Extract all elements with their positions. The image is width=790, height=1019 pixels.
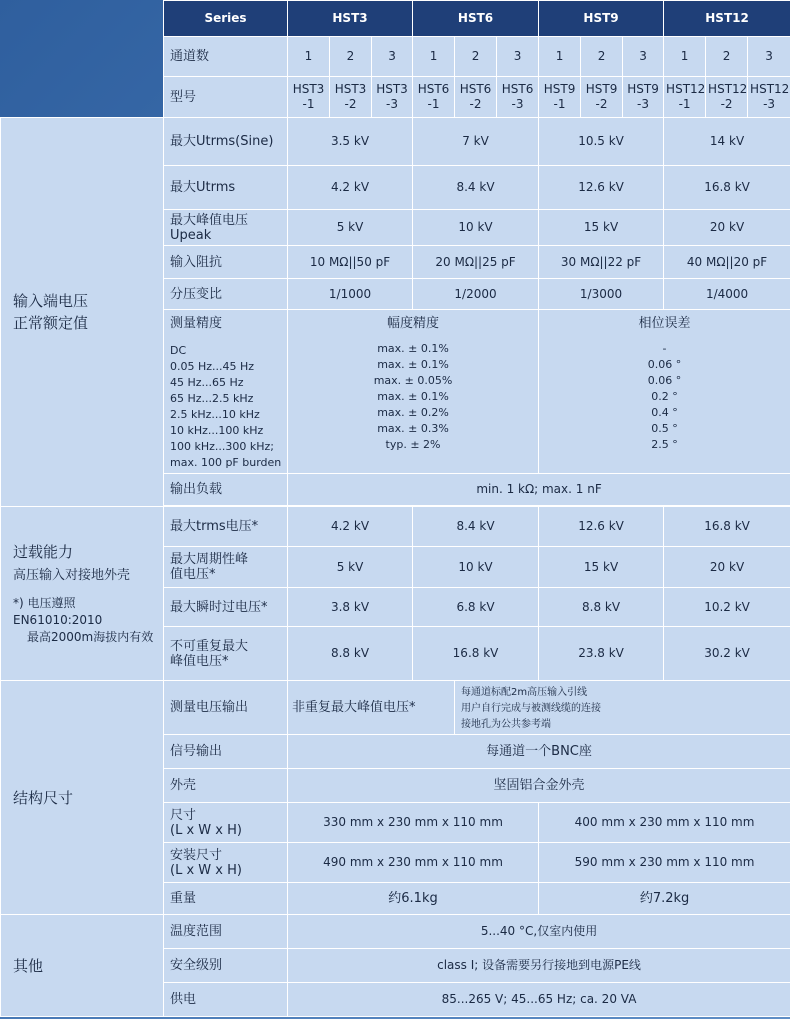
amplitude-head: 幅度精度: [387, 316, 440, 331]
upeak-value: 10 kV: [413, 210, 539, 246]
burden-value: min. 1 kΩ; max. 1 nF: [288, 474, 790, 506]
meas-out-note-1: 每通道标配2m高压输入引线: [461, 686, 588, 698]
meas-out-note-2: 用户自行完成与被测线缆的连接: [461, 702, 602, 714]
mount-label: [164, 843, 288, 883]
channel-cell: 3: [748, 37, 790, 77]
amp-item: max. ± 0.2%: [377, 406, 449, 419]
ratio-label: 分压变比: [164, 279, 288, 310]
power-value: 85...265 V; 45...65 Hz; ca. 20 VA: [288, 983, 790, 1017]
burden-label: 输出负载: [164, 474, 288, 506]
freq-item: max. 100 pF burden: [170, 456, 282, 469]
channel-cell: 1: [413, 37, 455, 77]
model-cell: HST3 -2: [330, 77, 372, 118]
channel-cell: 1: [664, 37, 706, 77]
amp-item: max. ± 0.3%: [377, 422, 449, 435]
size-label-2: (L x W x H): [170, 822, 242, 838]
amp-item: max. ± 0.1%: [377, 342, 449, 355]
series-hst6: HST6: [413, 1, 539, 37]
model-label: 型号: [164, 77, 288, 118]
group-overload: [1, 507, 164, 681]
nonrep-label-2: 峰值电压*: [170, 653, 229, 669]
ratio-value: 1/4000: [664, 279, 790, 310]
upeak-value: 5 kV: [288, 210, 413, 246]
amp-item: max. ± 0.05%: [373, 374, 453, 387]
impedance-value: 20 MΩ||25 pF: [413, 246, 539, 279]
channel-cell: 2: [455, 37, 497, 77]
blank-cell: [1, 77, 164, 118]
utrms-sine-label: 最大Utrms(Sine): [164, 118, 288, 166]
model-cell: HST12 -3: [748, 77, 790, 118]
freq-list: [170, 343, 285, 471]
utrms-value: 4.2 kV: [288, 166, 413, 210]
impedance-label: 输入阻抗: [164, 246, 288, 279]
signal-value: 每通道一个BNC座: [288, 735, 790, 769]
safety-value: class I; 设备需要另行接地到电源PE线: [288, 949, 790, 983]
nonrep-value: 23.8 kV: [539, 627, 664, 681]
group-input-voltage: [1, 118, 164, 507]
model-cell: HST3 -3: [372, 77, 413, 118]
model-cell: HST12 -2: [706, 77, 748, 118]
safety-label: 安全级别: [164, 949, 288, 983]
size-label-1: 尺寸: [170, 807, 197, 823]
transient-value: 6.8 kV: [413, 588, 539, 627]
group-input-line2: 正常额定值: [13, 314, 89, 332]
utrms-value: 16.8 kV: [664, 166, 790, 210]
periodic-value: 20 kV: [664, 547, 790, 588]
periodic-value: 10 kV: [413, 547, 539, 588]
overload-note-line2: 最高2000m海拔内有效: [27, 630, 154, 644]
nonrep-value: 8.8 kV: [288, 627, 413, 681]
meas-out-note-3: 接地孔为公共参考端: [461, 718, 552, 730]
group-other: 其他: [1, 915, 164, 1017]
phase-item: 0.5 °: [651, 422, 678, 435]
amp-item: max. ± 0.1%: [377, 390, 449, 403]
upeak-value: 15 kV: [539, 210, 664, 246]
transient-label: 最大瞬时过电压*: [164, 588, 288, 627]
utrms-value: 12.6 kV: [539, 166, 664, 210]
phase-head: 相位误差: [638, 316, 691, 331]
series-hst12: HST12: [664, 1, 790, 37]
nonrep-value: 30.2 kV: [664, 627, 790, 681]
model-cell: HST12 -1: [664, 77, 706, 118]
model-cell: HST3 -1: [288, 77, 330, 118]
utrms-sine-value: 3.5 kV: [288, 118, 413, 166]
phase-item: 2.5 °: [651, 438, 678, 451]
mount-label-2: (L x W x H): [170, 862, 242, 878]
model-cell: HST6 -1: [413, 77, 455, 118]
phase-error-cell: [539, 310, 790, 474]
model-cell: HST6 -3: [497, 77, 539, 118]
transient-value: 10.2 kV: [664, 588, 790, 627]
meas-out-label: 测量电压输出: [164, 681, 288, 735]
trms-label: 最大trms电压*: [164, 507, 288, 547]
freq-item: 65 Hz...2.5 kHz: [170, 392, 254, 405]
channel-cell: 1: [288, 37, 330, 77]
transient-value: 3.8 kV: [288, 588, 413, 627]
trms-value: 16.8 kV: [664, 507, 790, 547]
utrms-sine-value: 10.5 kV: [539, 118, 664, 166]
model-cell: HST6 -2: [455, 77, 497, 118]
series-hst3: HST3: [288, 1, 413, 37]
housing-label: 外壳: [164, 769, 288, 803]
phase-item: 0.06 °: [647, 358, 682, 371]
group-overload-line2: 高压输入对接地外壳: [13, 568, 131, 583]
periodic-label: [164, 547, 288, 588]
phase-item: 0.4 °: [651, 406, 678, 419]
freq-item: 100 kHz...300 kHz;: [170, 440, 275, 453]
group-overload-line1: 过载能力: [13, 543, 74, 561]
phase-item: -: [662, 342, 667, 355]
utrms-label: 最大Utrms: [164, 166, 288, 210]
temp-label: 温度范围: [164, 915, 288, 949]
trms-value: 8.4 kV: [413, 507, 539, 547]
phase-item: 0.06 °: [647, 374, 682, 387]
channel-cell: 3: [623, 37, 664, 77]
periodic-label-1: 最大周期性峰: [170, 552, 249, 567]
ratio-value: 1/3000: [539, 279, 664, 310]
channel-cell: 3: [497, 37, 539, 77]
impedance-value: 40 MΩ||20 pF: [664, 246, 790, 279]
periodic-value: 5 kV: [288, 547, 413, 588]
weight-value: 约7.2kg: [539, 883, 790, 915]
weight-value: 约6.1kg: [288, 883, 539, 915]
mount-value: 590 mm x 230 mm x 110 mm: [539, 843, 790, 883]
accuracy-label: 测量精度: [170, 316, 223, 331]
trms-value: 12.6 kV: [539, 507, 664, 547]
signal-label: 信号输出: [164, 735, 288, 769]
freq-item: 10 kHz...100 kHz: [170, 424, 264, 437]
housing-value: 坚固铝合金外壳: [288, 769, 790, 803]
phase-item: 0.2 °: [651, 390, 678, 403]
periodic-label-2: 值电压*: [170, 567, 216, 582]
impedance-value: 30 MΩ||22 pF: [539, 246, 664, 279]
channel-cell: 3: [372, 37, 413, 77]
meas-out-main: 非重复最大峰值电压*: [288, 681, 455, 735]
overload-note: [13, 595, 161, 646]
phase-list: [541, 341, 788, 453]
series-label: Series: [164, 1, 288, 37]
group-structure: 结构尺寸: [1, 681, 164, 915]
utrms-value: 8.4 kV: [413, 166, 539, 210]
transient-value: 8.8 kV: [539, 588, 664, 627]
size-value: 330 mm x 230 mm x 110 mm: [288, 803, 539, 843]
nonrep-label-1: 不可重复最大: [170, 638, 249, 654]
channel-cell: 2: [581, 37, 623, 77]
upeak-value: 20 kV: [664, 210, 790, 246]
nonrep-value: 16.8 kV: [413, 627, 539, 681]
size-value: 400 mm x 230 mm x 110 mm: [539, 803, 790, 843]
freq-item: 0.05 Hz...45 Hz: [170, 360, 255, 373]
model-cell: HST9 -1: [539, 77, 581, 118]
meas-out-note: [455, 681, 790, 735]
freq-item: 45 Hz...65 Hz: [170, 376, 244, 389]
utrms-sine-value: 14 kV: [664, 118, 790, 166]
ratio-value: 1/1000: [288, 279, 413, 310]
temp-value: 5...40 °C,仅室内使用: [288, 915, 790, 949]
amp-item: max. ± 0.1%: [377, 358, 449, 371]
trms-value: 4.2 kV: [288, 507, 413, 547]
power-label: 供电: [164, 983, 288, 1017]
model-cell: HST9 -2: [581, 77, 623, 118]
series-hst9: HST9: [539, 1, 664, 37]
impedance-value: 10 MΩ||50 pF: [288, 246, 413, 279]
ratio-value: 1/2000: [413, 279, 539, 310]
weight-label: 重量: [164, 883, 288, 915]
group-input-line1: 输入端电压: [13, 292, 89, 310]
channel-cell: 1: [539, 37, 581, 77]
accuracy-label-cell: [164, 310, 288, 474]
freq-item: 2.5 kHz...10 kHz: [170, 408, 260, 421]
mount-value: 490 mm x 230 mm x 110 mm: [288, 843, 539, 883]
freq-item: DC: [170, 344, 187, 357]
amplitude-accuracy-cell: [288, 310, 539, 474]
channel-cell: 2: [330, 37, 372, 77]
mount-label-1: 安装尺寸: [170, 847, 223, 863]
utrms-sine-value: 7 kV: [413, 118, 539, 166]
blank-cell: [1, 37, 164, 77]
model-cell: HST9 -3: [623, 77, 664, 118]
size-label: [164, 803, 288, 843]
nonrep-label: [164, 627, 288, 681]
channels-label: 通道数: [164, 37, 288, 77]
amp-list: [290, 341, 536, 453]
upeak-label: 最大峰值电压Upeak: [164, 210, 288, 246]
corner-blank: [1, 1, 164, 37]
periodic-value: 15 kV: [539, 547, 664, 588]
overload-note-line1: *) 电压遵照EN61010:2010: [13, 596, 103, 627]
amp-item: typ. ± 2%: [385, 438, 441, 451]
channel-cell: 2: [706, 37, 748, 77]
